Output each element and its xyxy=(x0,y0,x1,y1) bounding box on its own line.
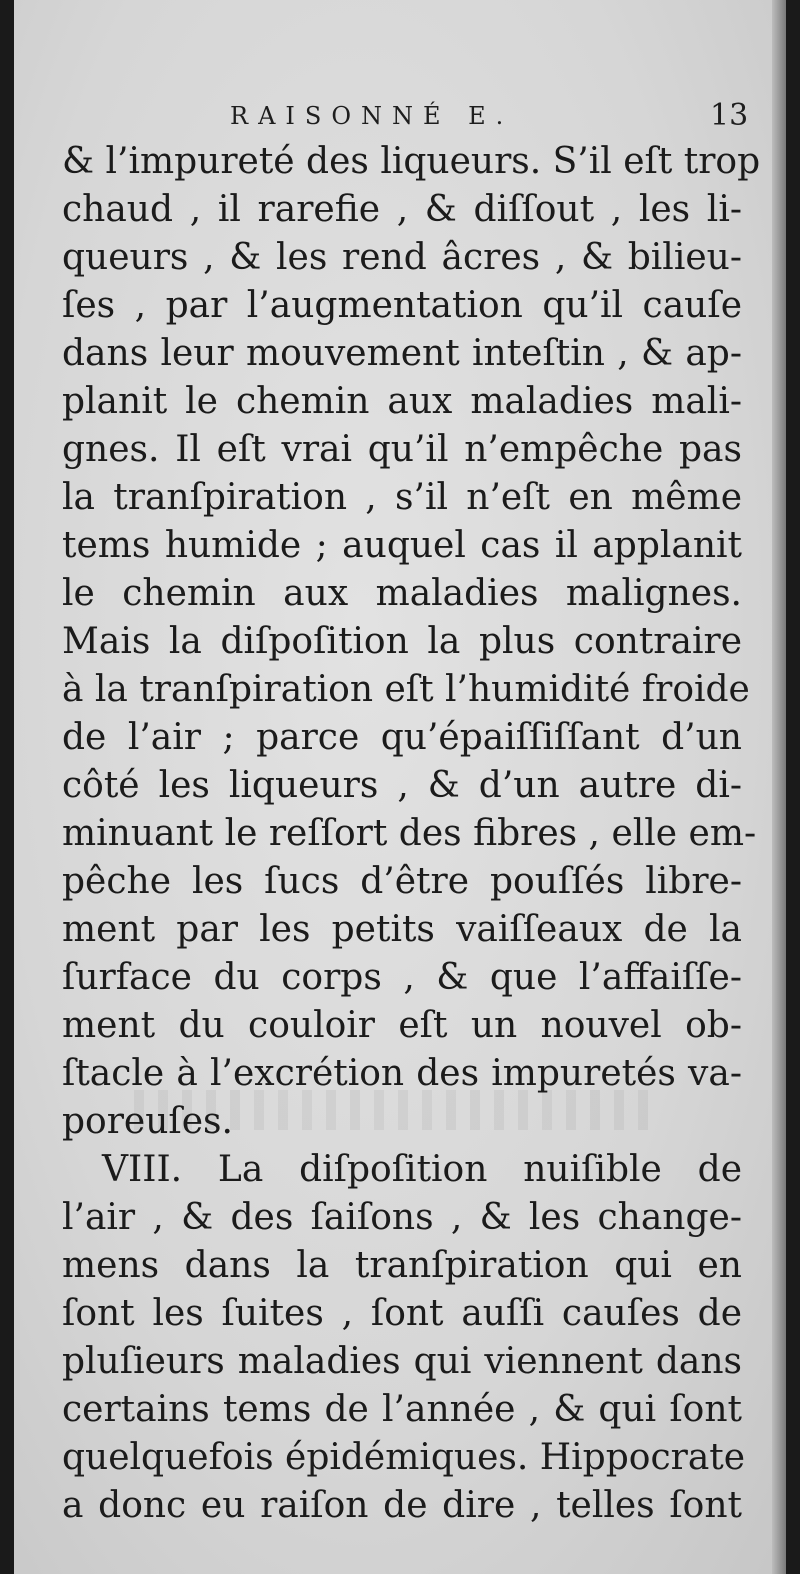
page-number: 13 xyxy=(710,98,749,133)
text-line: dans leur mouvement inteſtin , & ap- xyxy=(62,333,742,374)
text-line: tems humide ; auquel cas il applanit xyxy=(62,525,742,566)
text-line: pluſieurs maladies qui viennent dans xyxy=(62,1341,742,1382)
text-line: ſont les ſuites , ſont auſſi cauſes de xyxy=(62,1293,742,1334)
text-line-section-start: VIII. La diſpoſition nuiſible de xyxy=(102,1149,742,1190)
text-line: le chemin aux maladies malignes. xyxy=(62,573,742,614)
book-page xyxy=(14,0,786,1574)
text-line: certains tems de l’année , & qui ſont xyxy=(62,1389,742,1430)
text-line: l’air , & des ſaiſons , & les change- xyxy=(62,1197,742,1238)
text-line: ment du couloir eſt un nouvel ob- xyxy=(62,1005,742,1046)
text-line-paragraph-end: poreuſes. xyxy=(62,1101,233,1142)
text-line: ſurface du corps , & que l’affaiſſe- xyxy=(62,957,742,998)
text-line: minuant le reſſort des fibres , elle em- xyxy=(62,813,757,854)
text-line: à la tranſpiration eſt l’humidité froide xyxy=(62,669,750,710)
text-line: ment par les petits vaiſſeaux de la xyxy=(62,909,742,950)
body-text xyxy=(62,138,761,1530)
text-line: a donc eu raiſon de dire , telles ſont xyxy=(62,1485,742,1526)
text-line: Mais la diſpoſition la plus contraire xyxy=(62,621,742,662)
text-line: ſtacle à l’excrétion des impuretés va- xyxy=(62,1053,742,1094)
text-line: planit le chemin aux maladies mali- xyxy=(62,381,742,422)
text-line: queurs , & les rend âcres , & bilieu- xyxy=(62,237,742,278)
text-line: mens dans la tranſpiration qui en xyxy=(62,1245,742,1286)
running-head xyxy=(14,96,786,136)
text-line: ſes , par l’augmentation qu’il cauſe xyxy=(62,285,742,326)
text-line: la tranſpiration , s’il n’eſt en même xyxy=(62,477,742,518)
text-line: pêche les ſucs d’être pouſſés libre- xyxy=(62,861,742,902)
text-line: quelquefois épidémiques. Hippocrate xyxy=(62,1437,746,1478)
text-line: & l’impureté des liqueurs. S’il eſt trop xyxy=(62,141,761,182)
running-title: RAISONNÉ E. xyxy=(230,102,514,130)
text-line: chaud , il rarefie , & diſſout , les li- xyxy=(62,189,742,230)
page-edge-shadow xyxy=(772,0,786,1574)
text-line: de l’air ; parce qu’épaiſſiſſant d’un xyxy=(62,717,742,758)
text-line: côté les liqueurs , & d’un autre di- xyxy=(62,765,742,806)
text-line: gnes. Il eſt vrai qu’il n’empêche pas xyxy=(62,429,742,470)
